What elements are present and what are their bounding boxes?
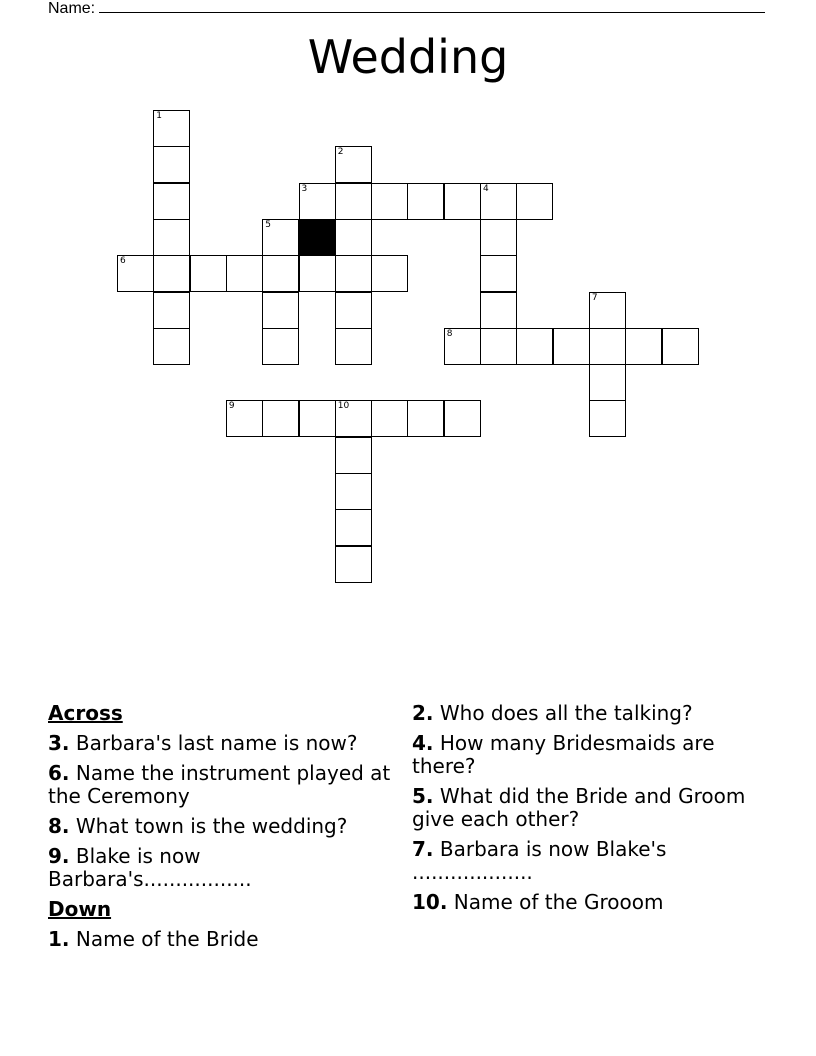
crossword-cell[interactable]: [589, 364, 626, 401]
clue-across-3: [48, 732, 393, 755]
crossword-cell[interactable]: [335, 473, 372, 510]
clue-text: Barbara is now Blake's ...................: [412, 837, 667, 884]
crossword-cell[interactable]: [589, 328, 626, 365]
crossword-cell[interactable]: [335, 292, 372, 329]
across-heading: Across: [48, 701, 123, 725]
crossword-cell[interactable]: [117, 255, 154, 292]
crossword-cell[interactable]: [371, 400, 408, 437]
crossword-cell[interactable]: [335, 328, 372, 365]
crossword-cell[interactable]: [480, 219, 517, 256]
name-label: Name:: [48, 0, 96, 17]
crossword-cell[interactable]: [153, 146, 190, 183]
crossword-cell[interactable]: [371, 255, 408, 292]
clue-down-1: [48, 928, 393, 951]
crossword-cell[interactable]: [153, 328, 190, 365]
crossword-cell[interactable]: [299, 183, 336, 220]
clue-text: How many Bridesmaids are there?: [412, 731, 715, 778]
crossword-cell[interactable]: [153, 219, 190, 256]
crossword-cell[interactable]: [262, 219, 299, 256]
clue-number: 2.: [412, 701, 434, 725]
crossword-cell[interactable]: [407, 400, 444, 437]
crossword-cell[interactable]: [444, 183, 481, 220]
crossword-cell[interactable]: [516, 328, 553, 365]
crossword-cell[interactable]: [335, 146, 372, 183]
clue-number: 7.: [412, 837, 434, 861]
crossword-cell[interactable]: [662, 328, 699, 365]
clue-text: What did the Bride and Groom give each other?: [412, 784, 746, 831]
crossword-block-cell: [299, 219, 336, 256]
crossword-cell[interactable]: [444, 400, 481, 437]
crossword-cell[interactable]: [480, 292, 517, 329]
crossword-cell[interactable]: [226, 400, 263, 437]
clue-text: Who does all the talking?: [439, 701, 693, 725]
clue-number: 1.: [48, 927, 70, 951]
clue-down-5: [412, 785, 762, 831]
clue-text: Name of the Bride: [75, 927, 259, 951]
crossword-cell[interactable]: [480, 328, 517, 365]
clue-number: 3.: [48, 731, 70, 755]
clues-right-column: [412, 702, 762, 921]
clue-number-label: 5: [265, 219, 271, 230]
crossword-cell[interactable]: [589, 292, 626, 329]
crossword-cell[interactable]: [625, 328, 662, 365]
crossword-cell[interactable]: [335, 509, 372, 546]
clue-text: Name the instrument played at the Ceremony: [48, 761, 391, 808]
crossword-cell[interactable]: [153, 183, 190, 220]
clue-number-label: 1: [156, 111, 163, 121]
clues-left-column: [48, 702, 393, 958]
crossword-cell[interactable]: [335, 219, 372, 256]
crossword-cell[interactable]: [153, 255, 190, 292]
clue-across-9: [48, 845, 393, 891]
clue-text: Barbara's last name is now?: [75, 731, 358, 755]
crossword-cell[interactable]: [153, 110, 190, 147]
clue-number: 4.: [412, 731, 434, 755]
crossword-cell[interactable]: [480, 183, 517, 220]
clue-number: 8.: [48, 814, 70, 838]
down-heading: Down: [48, 897, 112, 921]
crossword-cell[interactable]: [262, 400, 299, 437]
crossword-cell[interactable]: [299, 400, 336, 437]
crossword-cell[interactable]: [153, 292, 190, 329]
crossword-cell[interactable]: [262, 328, 299, 365]
crossword-cell[interactable]: [371, 183, 408, 220]
clue-across-6: [48, 762, 393, 808]
crossword-cell[interactable]: [262, 255, 299, 292]
clue-down-4: [412, 732, 762, 778]
crossword-cell[interactable]: [335, 546, 372, 583]
clue-text: Blake is now Barbara's.................: [48, 844, 252, 891]
crossword-cell[interactable]: [335, 183, 372, 220]
clue-number-label: 6: [120, 256, 126, 267]
clue-number: 10.: [412, 890, 448, 914]
clue-number: 6.: [48, 761, 70, 785]
crossword-cell[interactable]: [516, 183, 553, 220]
crossword-cell[interactable]: [226, 255, 263, 292]
clue-number: 5.: [412, 784, 434, 808]
clue-across-8: [48, 815, 393, 838]
clue-text: What town is the wedding?: [75, 814, 348, 838]
clue-number-label: 8: [446, 328, 453, 339]
clue-number-label: 9: [228, 401, 235, 412]
crossword-cell[interactable]: [262, 292, 299, 329]
clue-number-label: 4: [483, 183, 489, 194]
crossword-cell[interactable]: [407, 183, 444, 220]
crossword-cell[interactable]: [335, 437, 372, 474]
crossword-cell[interactable]: [299, 255, 336, 292]
across-clue-list: [48, 732, 393, 891]
crossword-cell[interactable]: [444, 328, 481, 365]
clue-number-label: 10: [337, 401, 350, 412]
clue-down-10: [412, 891, 762, 914]
clue-number: 9.: [48, 844, 70, 868]
page-title: Wedding: [307, 30, 509, 84]
clue-text: Name of the Grooom: [453, 890, 664, 914]
crossword-cell[interactable]: [589, 400, 626, 437]
clue-number-label: 2: [337, 147, 344, 158]
clue-down-7: [412, 838, 762, 884]
crossword-cell[interactable]: [335, 400, 372, 437]
crossword-cell[interactable]: [335, 255, 372, 292]
clue-number-label: 3: [301, 183, 308, 194]
crossword-cell[interactable]: [190, 255, 227, 292]
clue-down-2: [412, 702, 762, 725]
crossword-cell[interactable]: [480, 255, 517, 292]
clue-number-label: 7: [591, 292, 598, 303]
crossword-cell[interactable]: [553, 328, 590, 365]
